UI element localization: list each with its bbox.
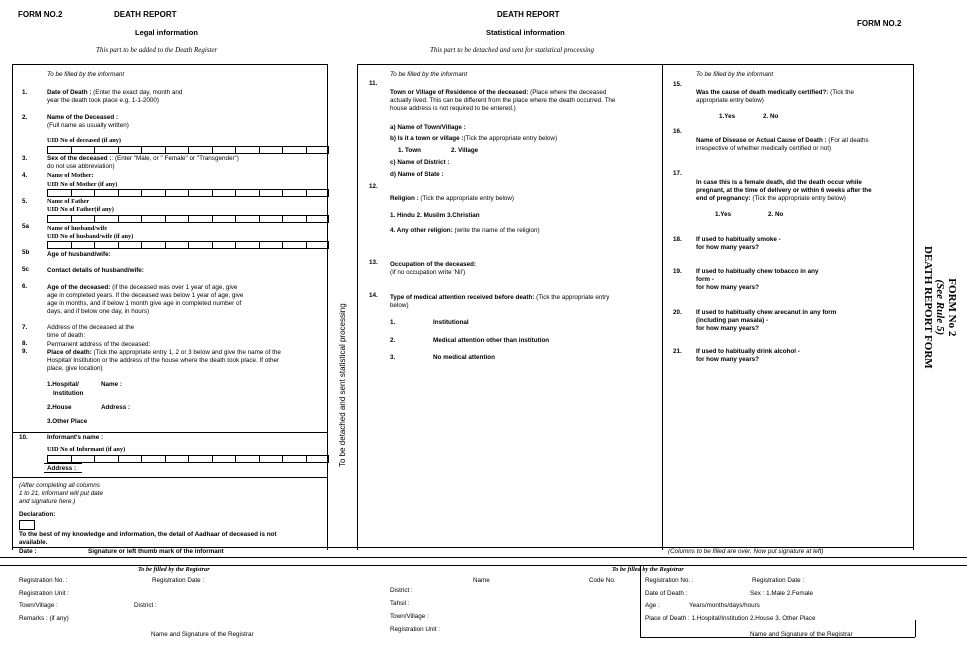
q20-years: for how many years? [696,325,759,332]
q2-number: 2. [22,114,28,121]
address-box-top [44,463,82,464]
reg-mid-district[interactable]: District : [390,587,413,594]
q9-place-of-death: Place of death: (Tick the appropriate entry 1, 2 or 3 below and give the name of the [47,349,281,356]
q2-note: (Full name as usually written) [47,122,129,129]
uid-husband-boxes[interactable] [47,241,329,249]
q6-number: 6. [22,283,28,290]
med-option-2-number: 2. [390,337,396,344]
q20-arecanut: If used to habitually chew arecanut in any form [696,309,837,316]
reg-unit-field[interactable]: Registration Unit : [19,590,70,597]
informant-address-label: Address : [47,465,77,472]
uid-digit-box[interactable] [165,215,189,223]
informant-signature-label: Signature or left thumb mark of the informant [88,548,224,555]
q17-line3: end of pregnancy: (Tick the appropriate entry below) [696,195,846,202]
q18-smoke: If used to habitually smoke - [696,236,781,243]
q1-number: 1. [22,89,28,96]
uid-digit-box[interactable] [94,189,118,197]
q11-note-line2: actually lived. This can be different from the place where the death occurred. The [390,97,616,104]
q13-note: (If no occupation write 'Nil') [390,269,466,276]
uid-digit-box[interactable] [306,146,330,154]
reg-right-date[interactable]: Registration Date : [752,577,805,584]
reg-right-age-units: Years/months/days/hours [689,602,760,609]
q7-note: time of death: [47,332,86,339]
uid-father-boxes[interactable] [47,215,329,223]
q11d-state: d) Name of State : [390,171,444,178]
uid-digit-box[interactable] [259,455,283,463]
q15-number: 15. [673,81,682,88]
uid-digit-box[interactable] [71,215,95,223]
q16-number: 16. [673,128,682,135]
uid-digit-box[interactable] [47,455,71,463]
uid-digit-box[interactable] [118,146,142,154]
q9-note-line3: place, give location) [47,365,103,372]
mid-panel-right-border [662,64,663,550]
right-panel-right-border [913,64,914,550]
registrar-label-left: To be filled by the Registrar [138,566,210,573]
q21-years: for how many years? [696,356,759,363]
uid-digit-box[interactable] [47,215,71,223]
q3-sex-deceased: Sex of the deceased :: (Enter "Male, or " Female" or "Transgender") [47,155,239,162]
q17-line2: pregnant, at the time of delivery or within 6 weeks after the [696,187,872,194]
q11c-district: c) Name of District : [390,159,450,166]
uid-digit-box[interactable] [306,189,330,197]
uid-digit-box[interactable] [306,215,330,223]
option-village[interactable]: 2. Village [451,147,479,154]
side-form-rule: (See Rule 5) [933,279,946,336]
q4-number: 4. [22,172,28,179]
reg-number-field[interactable]: Registration No. : [19,577,68,584]
columns-over-note: (Columns to be filled are over. Now put signature at left) [668,548,824,555]
uid-digit-box[interactable] [188,189,212,197]
uid-digit-box[interactable] [94,146,118,154]
legal-info-heading: Legal information [135,28,198,37]
uid-digit-box[interactable] [165,455,189,463]
option-institution: Institution [53,390,84,397]
report-title-mid: DEATH REPORT [497,10,560,19]
informant-divider [12,432,327,433]
q7-number: 7. [22,324,28,331]
uid-digit-box[interactable] [259,215,283,223]
side-form-title [922,246,958,369]
uid-digit-box[interactable] [306,241,330,249]
uid-deceased-boxes[interactable] [47,146,329,154]
uid-mother-label: UID No of Mother (if any) [47,181,118,188]
uid-husband-label: UID No of husband/wife (if any) [47,233,134,240]
q5c-number: 5c [22,266,30,273]
q16-note: irrespective of whether medically certified or not) [696,145,832,152]
reg-mid-unit[interactable]: Registration Unit : [390,626,441,633]
q1-note: year the death took place e.g. 1-1-2000) [47,97,160,104]
q20-number: 20. [673,309,682,316]
uid-mother-boxes[interactable] [47,189,329,197]
stat-caption: This part to be detached and sent for statistical processing [430,46,595,54]
uid-digit-box[interactable] [212,241,236,249]
registrar-divider-top [0,557,967,558]
reg-right-number[interactable]: Registration No. : [645,577,694,584]
q13-number: 13. [369,259,378,266]
uid-digit-box[interactable] [306,455,330,463]
q15-option-yes[interactable]: 1.Yes [719,113,736,120]
right-panel-top-border [357,64,913,65]
q21-number: 21. [673,348,682,355]
legal-caption: This part to be added to the Death Register [96,46,218,54]
uid-digit-box[interactable] [94,215,118,223]
q15-option-no[interactable]: 2. No [763,113,779,120]
uid-digit-box[interactable] [47,189,71,197]
uid-digit-box[interactable] [47,241,71,249]
q12-religion: Religion : (Tick the appropriate entry below) [390,195,514,202]
uid-digit-box[interactable] [259,189,283,197]
q18-years: for how many years? [696,244,759,251]
reg-right-age[interactable]: Age : [645,602,660,609]
uid-informant-boxes[interactable] [47,455,329,463]
uid-digit-box[interactable] [165,241,189,249]
q9-note-line2: Hospital/ Institution or the address of the house where the death took place. If other [47,357,280,364]
q11a-town-name: a) Name of Town/Village : [390,124,466,131]
reg-mid-town[interactable]: Town/Village : [390,613,429,620]
reg-mid-code: Code No. [589,577,616,584]
q17-female-death: In case this is a female death, did the death occur while [696,179,862,186]
q5c-contact-husband: Contact details of husband/wife: [47,267,144,274]
uid-digit-box[interactable] [282,241,306,249]
q9-number: 9. [22,348,28,355]
registrar-label-right: To be filled by the Registrar [612,566,684,573]
uid-digit-box[interactable] [71,455,95,463]
med-option-none[interactable]: No medical attention [433,354,495,361]
registrar-signature-left: Name and Signature of the Registrar [151,631,254,638]
q2-name-deceased: Name of the Deceased : [47,114,119,121]
q3-number: 3. [22,155,28,162]
reg-remarks-field[interactable]: Remarks : (if any) [19,615,69,622]
uid-digit-box[interactable] [118,455,142,463]
uid-digit-box[interactable] [235,189,259,197]
uid-digit-box[interactable] [259,241,283,249]
q5b-age-husband: Age of husband/wife: [47,251,111,258]
registrar-right-border [640,565,641,637]
uid-digit-box[interactable] [165,189,189,197]
q11-number: 11. [369,80,378,87]
uid-digit-box[interactable] [141,146,165,154]
uid-digit-box[interactable] [188,241,212,249]
uid-digit-box[interactable] [141,241,165,249]
declaration-label: Declaration: [19,511,56,518]
reg-district-field[interactable]: District : [134,602,157,609]
stat-info-heading: Statistical information [486,28,565,37]
form-number-left: FORM NO.2 [18,10,63,19]
uid-digit-box[interactable] [235,215,259,223]
reg-town-field[interactable]: Town/Village : [19,602,58,609]
declaration-checkbox[interactable] [19,520,35,530]
date-label: Date : [19,548,37,555]
uid-digit-box[interactable] [212,215,236,223]
address-box-bottom [44,472,82,473]
uid-digit-box[interactable] [141,215,165,223]
mid-informant-label: To be filled by the informant [390,71,468,78]
uid-digit-box[interactable] [47,146,71,154]
uid-digit-box[interactable] [212,455,236,463]
side-form-number: FORM No 2 [946,278,958,337]
detach-vertical-text: To be detached and sent statistical processing [338,303,347,467]
note-divider [12,477,327,478]
religion-options[interactable]: 1. Hindu 2. Muslim 3.Christian [390,212,480,219]
uid-digit-box[interactable] [141,189,165,197]
med-option-1-number: 1. [390,319,396,326]
reg-right-date-of-death[interactable]: Date of Death : [645,590,688,597]
q5-number: 5. [22,198,28,205]
uid-digit-box[interactable] [71,146,95,154]
after-note-line1: (After completing all columns [19,482,100,489]
uid-digit-box[interactable] [94,455,118,463]
hospital-name-label: Name : [101,381,122,388]
q6-note-line4: days, and if below one day, in hours) [47,308,150,315]
q6-note-line3: age in months, and if below 1 month give age in completed number of [47,300,242,307]
q13-occupation: Occupation of the deceased: [390,261,477,268]
uid-digit-box[interactable] [118,241,142,249]
uid-digit-box[interactable] [259,146,283,154]
uid-digit-box[interactable] [118,189,142,197]
q8-permanent-address: Permanent address of the deceased: [47,341,151,348]
uid-digit-box[interactable] [188,146,212,154]
uid-digit-box[interactable] [282,189,306,197]
reg-right-place-of-death[interactable]: Place of Death : 1.Hospital/Institution 2.House 3. Other Place [645,615,816,622]
q5-name-father: Name of Father [47,198,90,205]
q10-number: 10. [19,434,28,441]
q4-name-mother: Name of Mother: [47,172,94,179]
reg-date-field[interactable]: Registration Date : [152,577,205,584]
q15-note: appropriate entry below) [696,97,764,104]
q15-medically-certified: Was the cause of death medically certified?: (Tick the [696,89,855,96]
uid-digit-box[interactable] [188,455,212,463]
med-option-institutional[interactable]: Institutional [433,319,469,326]
form-number-right: FORM NO.2 [857,19,902,28]
uid-digit-box[interactable] [212,189,236,197]
uid-digit-box[interactable] [212,146,236,154]
q11b-town-or-village: b) Is it a town or village :(Tick the appropriate entry below) [390,135,558,142]
uid-deceased-label: UID No of deceased (if any) [47,137,121,144]
q20-pan-masala: (including pan masala) - [696,317,769,324]
after-note-line2: 1 to 21, informant will put date [19,490,104,497]
house-address-label: Address : [101,404,131,411]
after-note-line3: and signature here.) [19,498,76,505]
uid-informant-label: UID No of Informant (if any) [47,446,126,453]
q14-medical-attention: Type of medical attention received before death: (Tick the appropriate entry [390,294,610,301]
q21-alcohol: If used to habitually drink alcohol - [696,348,800,355]
q11-note-line3: house address is not required to be entered.) [390,105,516,112]
q7-address: Address of the deceased at the [47,324,135,331]
declaration-text: To the best of my knowledge and information, the detail of Aadhaar of deceased is not [19,531,277,538]
uid-digit-box[interactable] [141,455,165,463]
mid-panel-left-border [357,64,358,550]
reg-right-sex[interactable]: Sex : 1.Male 2.Female [750,590,813,597]
q19-years: for how many years? [696,284,759,291]
q14-number: 14. [369,292,378,299]
q11-town-residence: Town or Village of Residence of the deceased: (Place where the deceased [390,89,607,96]
q14-note: below) [390,302,409,309]
q17-option-no[interactable]: 2. No [768,211,784,218]
q8-number: 8. [22,340,28,347]
left-panel-top-border [12,64,327,65]
q1-date-of-death: Date of Death : (Enter the exact day, month and [47,89,183,96]
q19-tobacco: If used to habitually chew tobacco in any [696,268,819,275]
q12-number: 12. [369,183,378,190]
report-title-left: DEATH REPORT [114,10,177,19]
registrar-signature-right: Name and Signature of the Registrar [750,631,853,638]
med-option-other[interactable]: Medical attention other than institution [433,337,550,344]
uid-digit-box[interactable] [235,241,259,249]
q6-age-deceased: Age of the deceased: (if the deceased was over 1 year of age, give [47,284,238,291]
q17-option-yes[interactable]: 1.Yes [715,211,732,218]
uid-father-label: UID No of Father(if any) [47,206,114,213]
side-form-name: DEATH REPORT FORM [921,246,934,369]
declaration-text-line2: available. [19,539,48,546]
uid-digit-box[interactable] [188,215,212,223]
informant-label: To be filled by the informant [47,71,125,78]
reg-mid-name: Name [473,577,490,584]
uid-digit-box[interactable] [71,189,95,197]
q19-number: 19. [673,268,682,275]
uid-digit-box[interactable] [118,215,142,223]
option-other-place[interactable]: 3.Other Place [47,418,88,425]
uid-digit-box[interactable] [71,241,95,249]
med-option-3-number: 3. [390,354,396,361]
uid-digit-box[interactable] [235,146,259,154]
uid-digit-box[interactable] [94,241,118,249]
option-house[interactable]: 2.House [47,404,72,411]
q5a-name-husband: Name of husband/wife [47,225,108,232]
q19-form: form - [696,276,714,283]
uid-digit-box[interactable] [165,146,189,154]
q5a-number: 5a [22,223,30,230]
uid-digit-box[interactable] [282,146,306,154]
right-informant-label: To be filled by the informant [696,71,774,78]
q16-cause-of-death: Name of Disease or Actual Cause of Death : (For all deaths [696,137,869,144]
registrar-right-edge [915,620,916,637]
q17-number: 17. [673,170,682,177]
option-hospital[interactable]: 1.Hospital/ [47,381,79,388]
reg-mid-tahsil[interactable]: Tahsil : [390,600,410,607]
q10-informant-name: Informant's name : [47,434,104,441]
uid-digit-box[interactable] [282,215,306,223]
q5b-number: 5b [22,249,30,256]
religion-other[interactable]: 4. Any other religion: (write the name of the religion) [390,227,540,234]
left-panel-right-border [327,64,328,550]
uid-digit-box[interactable] [235,455,259,463]
option-town[interactable]: 1. Town [398,147,421,154]
q6-note-line2: age in completed years. If the deceased was below 1 year of age, give [47,292,244,299]
q18-number: 18. [673,236,682,243]
uid-digit-box[interactable] [282,455,306,463]
q3-note: do not use abbreviation) [47,163,115,170]
